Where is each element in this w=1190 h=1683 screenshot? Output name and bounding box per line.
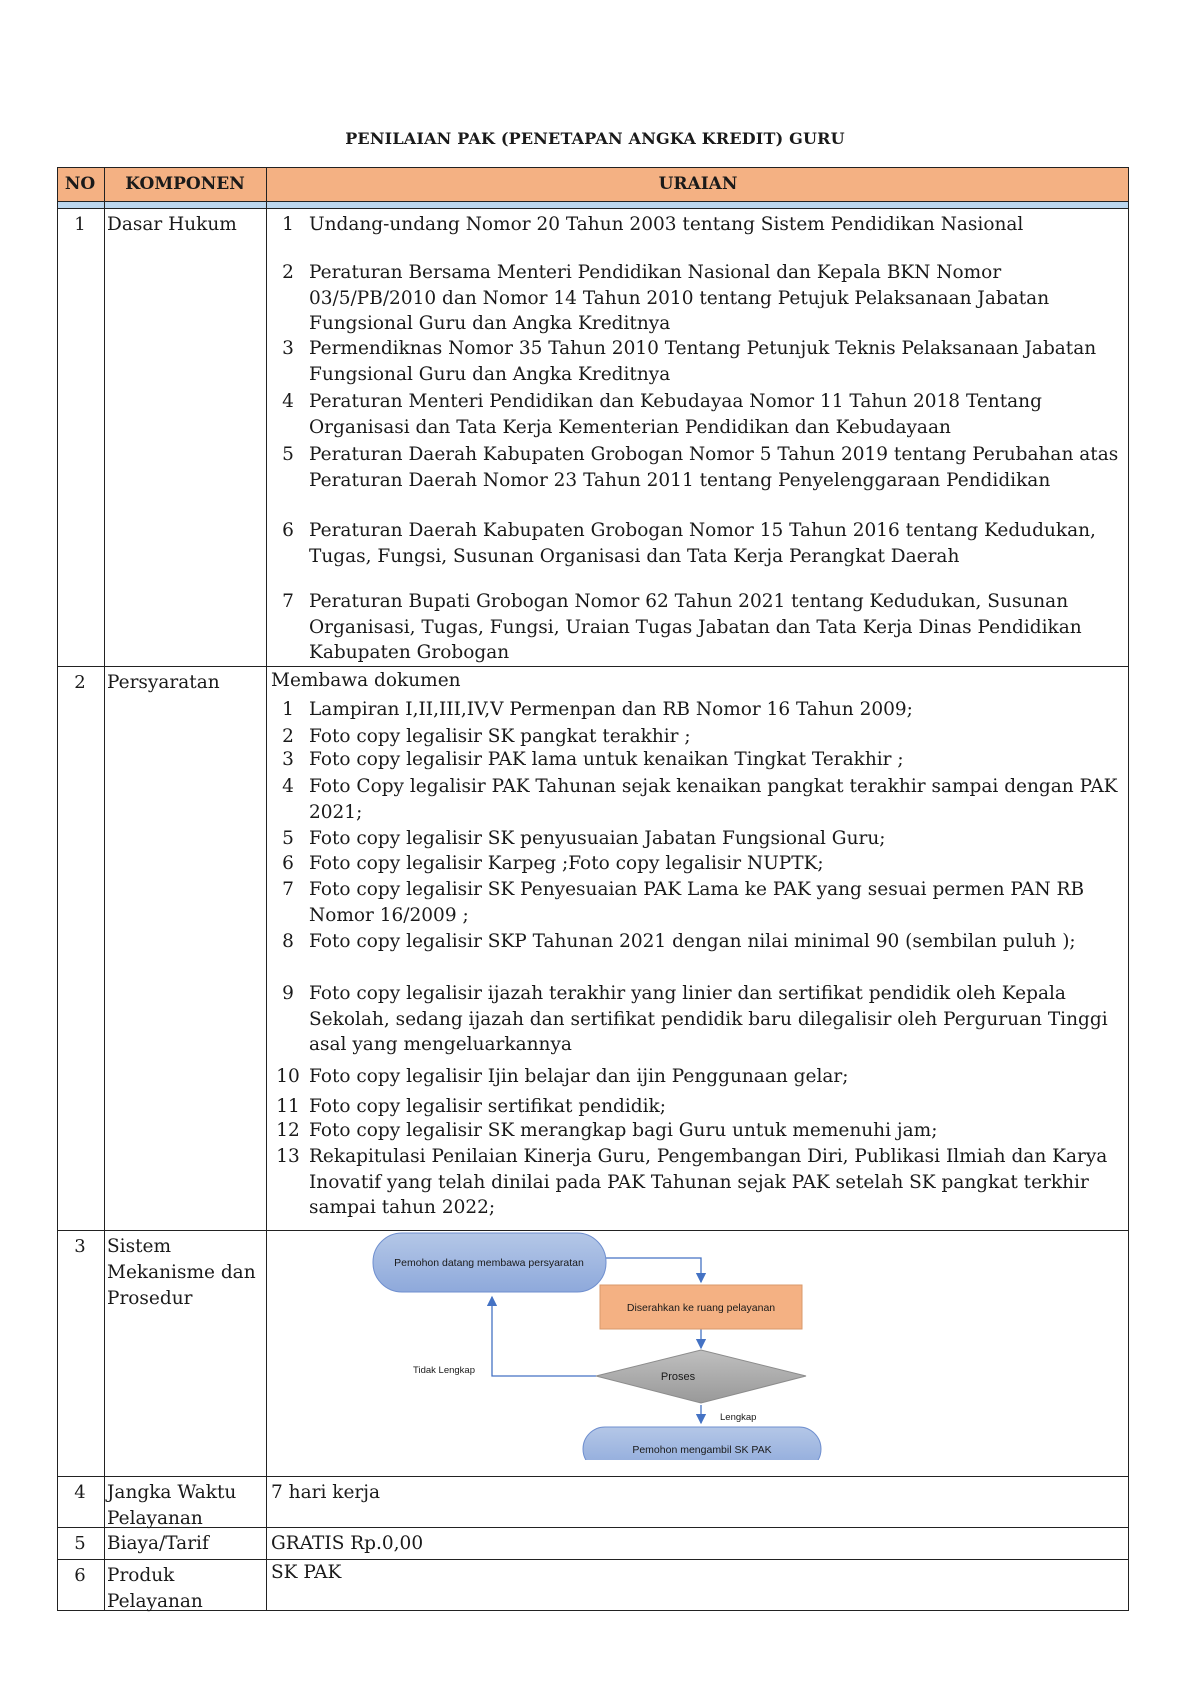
row-divider — [57, 1476, 1129, 1477]
row-number: 2 — [74, 672, 86, 693]
item-number: 2 — [282, 262, 294, 283]
table-border — [57, 167, 1129, 168]
jangka-waktu-value: 7 hari kerja — [271, 1482, 381, 1503]
document-title: PENILAIAN PAK (PENETAPAN ANGKA KREDIT) GURU — [345, 129, 845, 148]
item-text: Peraturan Bersama Menteri Pendidikan Nasional dan Kepala BKN Nomor 03/5/PB/2010 dan Nomor 14 Tahun 2010 tentang Petujuk Pelaksanaan Jabatan Fungsional Guru dan Angka Kreditnya — [309, 262, 1050, 334]
header-komponen: KOMPONEN — [125, 174, 245, 194]
flow-label-lengkap: Lengkap — [720, 1412, 757, 1423]
item-text: Undang-undang Nomor 20 Tahun 2003 tentang Sistem Pendidikan Nasional — [309, 214, 1024, 235]
komponen-cell: Sistem Mekanisme dan Prosedur — [107, 1236, 256, 1309]
column-divider — [104, 167, 105, 1611]
komponen-cell: Persyaratan — [107, 672, 220, 693]
table-border — [57, 167, 58, 1611]
item-number: 11 — [276, 1096, 300, 1117]
item-number: 7 — [282, 879, 294, 900]
item-text: Foto copy legalisir sertifikat pendidik; — [309, 1096, 666, 1117]
biaya-value: GRATIS Rp.0,00 — [271, 1533, 424, 1554]
item-number: 2 — [282, 726, 294, 747]
item-number: 12 — [276, 1120, 300, 1141]
flow-decision-label: Proses — [660, 1371, 696, 1383]
table-border — [1128, 167, 1129, 1611]
row-divider — [57, 666, 1129, 667]
row-number: 4 — [74, 1482, 86, 1503]
item-text: Foto copy legalisir SKP Tahunan 2021 dengan nilai minimal 90 (sembilan puluh ); — [309, 931, 1076, 952]
item-number: 6 — [282, 520, 294, 541]
item-text: Peraturan Daerah Kabupaten Grobogan Nomor 15 Tahun 2016 tentang Kedudukan, Tugas, Fungsi, Susunan Organisasi dan Tata Kerja Perangkat Daerah — [309, 520, 1096, 567]
row-number: 1 — [74, 214, 86, 235]
flow-step-label: Diserahkan ke ruang pelayanan — [626, 1302, 776, 1314]
item-number: 10 — [276, 1066, 300, 1087]
persyaratan-intro: Membawa dokumen — [271, 670, 461, 691]
flow-arrow-tidak-lengkap — [492, 1297, 596, 1376]
item-text: Foto copy legalisir SK Penyesuaian PAK Lama ke PAK yang sesuai permen PAN RB Nomor 16/2009 ; — [309, 879, 1085, 926]
item-number: 13 — [276, 1146, 300, 1167]
item-number: 3 — [282, 749, 294, 770]
item-text: Lampiran I,II,III,IV,V Permenpan dan RB Nomor 16 Tahun 2009; — [309, 699, 913, 720]
item-number: 7 — [282, 591, 294, 612]
item-text: Rekapitulasi Penilaian Kinerja Guru, Pengembangan Diri, Publikasi Ilmiah dan Karya Inovatif yang telah dinilai pada PAK Tahunan sejak PAK setelah SK pangkat terkhir sampai tahun 2022; — [309, 1146, 1108, 1218]
flow-label-tidak-lengkap: Tidak Lengkap — [413, 1365, 475, 1376]
flow-decision-diamond — [596, 1350, 806, 1403]
procedure-flowchart — [243, 1208, 863, 1460]
header-no: NO — [64, 174, 96, 194]
row-number: 5 — [74, 1533, 86, 1554]
flow-end-label: Pemohon mengambil SK PAK — [632, 1444, 772, 1456]
item-number: 1 — [282, 214, 294, 235]
komponen-cell: Dasar Hukum — [107, 214, 237, 235]
item-text: Permendiknas Nomor 35 Tahun 2010 Tentang Petunjuk Teknis Pelaksanaan Jabatan Fungsional Guru dan Angka Kreditnya — [309, 338, 1097, 385]
item-text: Foto copy legalisir Ijin belajar dan ijin Penggunaan gelar; — [309, 1066, 849, 1087]
item-text: Foto copy legalisir PAK lama untuk kenaikan Tingkat Terakhir ; — [309, 749, 904, 770]
table-border — [57, 201, 1129, 202]
header-separator-strip — [57, 201, 1129, 208]
item-number: 4 — [282, 391, 294, 412]
header-uraian: URAIAN — [658, 174, 738, 194]
flow-start-label: Pemohon datang membawa persyaratan — [394, 1257, 584, 1269]
item-number: 5 — [282, 444, 294, 465]
komponen-cell: Produk Pelayanan — [107, 1565, 203, 1612]
produk-value: SK PAK — [271, 1562, 342, 1583]
item-number: 3 — [282, 338, 294, 359]
item-text: Peraturan Bupati Grobogan Nomor 62 Tahun 2021 tentang Kedudukan, Susunan Organisasi, Tugas, Fungsi, Uraian Tugas Jabatan dan Tata Kerja Dinas Pendidikan Kabupaten Grobogan — [309, 591, 1082, 663]
item-text: Foto Copy legalisir PAK Tahunan sejak kenaikan pangkat terakhir sampai dengan PAK 2021; — [309, 776, 1118, 823]
row-divider — [57, 1559, 1129, 1560]
komponen-cell: Jangka Waktu Pelayanan — [107, 1482, 237, 1529]
item-number: 4 — [282, 776, 294, 797]
item-number: 9 — [282, 983, 294, 1004]
item-text: Foto copy legalisir SK merangkap bagi Guru untuk memenuhi jam; — [309, 1120, 938, 1141]
item-number: 6 — [282, 853, 294, 874]
item-number: 1 — [282, 699, 294, 720]
item-text: Foto copy legalisir Karpeg ;Foto copy legalisir NUPTK; — [309, 853, 824, 874]
row-number: 6 — [74, 1565, 86, 1586]
item-number: 8 — [282, 931, 294, 952]
item-number: 5 — [282, 828, 294, 849]
table-border — [57, 208, 1129, 209]
item-text: Foto copy legalisir SK penyusuaian Jabatan Fungsional Guru; — [309, 828, 886, 849]
item-text: Peraturan Menteri Pendidikan dan Kebudayaa Nomor 11 Tahun 2018 Tentang Organisasi dan Tata Kerja Kementerian Pendidikan dan Kebudayaan — [309, 391, 1042, 438]
flow-arrow — [606, 1258, 701, 1282]
item-text: Foto copy legalisir SK pangkat terakhir ; — [309, 726, 691, 747]
row-number: 3 — [74, 1236, 86, 1257]
komponen-cell: Biaya/Tarif — [107, 1533, 209, 1554]
item-text: Foto copy legalisir ijazah terakhir yang linier dan sertifikat pendidik oleh Kepala Sekolah, sedang ijazah dan sertifikat pendidik baru dilegalisir oleh Perguruan Tinggi asal yang mengeluarkannya — [309, 983, 1108, 1055]
item-text: Peraturan Daerah Kabupaten Grobogan Nomor 5 Tahun 2019 tentang Perubahan atas Peraturan Daerah Nomor 23 Tahun 2011 tentang Penyelenggaraan Pendidikan — [309, 444, 1119, 491]
